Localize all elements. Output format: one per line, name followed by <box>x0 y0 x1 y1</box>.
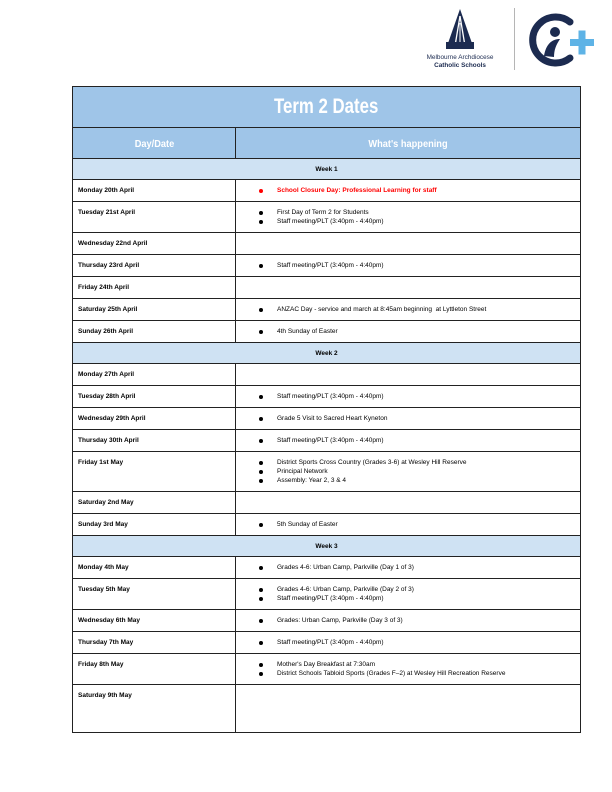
day-date: Wednesday 6th May <box>73 610 236 632</box>
event-list <box>236 208 576 226</box>
event-item: Principal Network <box>236 467 576 476</box>
day-events <box>236 321 581 343</box>
day-events <box>236 579 581 610</box>
event-item: District Sports Cross Country (Grades 3-6) at Wesley Hill Reserve <box>236 458 576 467</box>
day-date: Friday 24th April <box>73 277 236 299</box>
event-list <box>236 638 576 647</box>
event-item: Assembly: Year 2, 3 & 4 <box>236 476 576 485</box>
day-events <box>236 430 581 452</box>
day-events <box>236 408 581 430</box>
day-row <box>73 202 581 233</box>
day-row <box>73 364 581 386</box>
event-item: Grade 5 Visit to Sacred Heart Kyneton <box>236 414 576 423</box>
week-header-row <box>73 536 581 557</box>
day-row <box>73 685 581 733</box>
week-label: Week 1 <box>73 159 581 180</box>
event-list <box>236 563 576 572</box>
day-row <box>73 180 581 202</box>
week-label: Week 3 <box>73 536 581 557</box>
day-row <box>73 514 581 536</box>
day-row <box>73 557 581 579</box>
title-row <box>73 87 581 128</box>
day-date: Friday 8th May <box>73 654 236 685</box>
day-events <box>236 452 581 492</box>
event-item: ANZAC Day - service and march at 8:45am beginning at Lyttleton Street <box>236 305 576 314</box>
event-list <box>236 414 576 423</box>
event-item: First Day of Term 2 for Students <box>236 208 576 217</box>
day-date: Friday 1st May <box>73 452 236 492</box>
day-row <box>73 299 581 321</box>
day-row <box>73 321 581 343</box>
column-header-day-label: Day/Date <box>134 138 174 150</box>
day-date: Saturday 25th April <box>73 299 236 321</box>
event-item: Staff meeting/PLT (3:40pm - 4:40pm) <box>236 436 576 445</box>
day-events <box>236 277 581 299</box>
day-date: Monday 20th April <box>73 180 236 202</box>
day-events <box>236 610 581 632</box>
event-item: 5th Sunday of Easter <box>236 520 576 529</box>
event-list <box>236 660 576 678</box>
table-title-cell <box>73 87 581 128</box>
table-body <box>73 159 581 733</box>
event-list <box>236 305 576 314</box>
day-row <box>73 654 581 685</box>
event-list <box>236 458 576 485</box>
day-date: Monday 27th April <box>73 364 236 386</box>
day-date: Saturday 2nd May <box>73 492 236 514</box>
day-row <box>73 233 581 255</box>
event-item: Staff meeting/PLT (3:40pm - 4:40pm) <box>236 217 576 226</box>
day-events <box>236 364 581 386</box>
day-events <box>236 654 581 685</box>
column-header-event <box>236 128 581 159</box>
event-item: School Closure Day: Professional Learning for staff <box>236 186 576 195</box>
macs-logo-line1: Melbourne Archdiocese <box>426 54 494 61</box>
day-events <box>236 202 581 233</box>
day-row <box>73 386 581 408</box>
event-item: Staff meeting/PLT (3:40pm - 4:40pm) <box>236 594 576 603</box>
day-date: Sunday 26th April <box>73 321 236 343</box>
week-header-row <box>73 343 581 364</box>
event-list <box>236 261 576 270</box>
term-dates-table <box>72 86 581 733</box>
macs-emblem-icon <box>446 9 474 49</box>
day-events <box>236 255 581 277</box>
day-events <box>236 299 581 321</box>
event-item: Staff meeting/PLT (3:40pm - 4:40pm) <box>236 638 576 647</box>
event-list <box>236 436 576 445</box>
day-row <box>73 452 581 492</box>
day-row <box>73 277 581 299</box>
day-date: Tuesday 21st April <box>73 202 236 233</box>
event-item: Mother's Day Breakfast at 7:30am <box>236 660 576 669</box>
day-events <box>236 180 581 202</box>
event-list <box>236 520 576 529</box>
event-list <box>236 392 576 401</box>
day-events <box>236 685 581 733</box>
event-item: Grades: Urban Camp, Parkville (Day 3 of 3) <box>236 616 576 625</box>
day-row <box>73 492 581 514</box>
day-row <box>73 579 581 610</box>
logo-divider <box>514 8 515 70</box>
event-item: Grades 4-6: Urban Camp, Parkville (Day 2 of 3) <box>236 585 576 594</box>
day-row <box>73 408 581 430</box>
event-item: Staff meeting/PLT (3:40pm - 4:40pm) <box>236 261 576 270</box>
event-list <box>236 327 576 336</box>
day-date: Wednesday 29th April <box>73 408 236 430</box>
day-date: Monday 4th May <box>73 557 236 579</box>
week-label: Week 2 <box>73 343 581 364</box>
column-header-row <box>73 128 581 159</box>
day-row <box>73 632 581 654</box>
column-header-day <box>73 128 236 159</box>
day-events <box>236 514 581 536</box>
column-header-event-label: What's happening <box>368 138 448 150</box>
day-row <box>73 610 581 632</box>
event-list <box>236 616 576 625</box>
event-item: Grades 4-6: Urban Camp, Parkville (Day 1 of 3) <box>236 563 576 572</box>
school-crest-icon <box>526 12 598 68</box>
day-events <box>236 386 581 408</box>
day-date: Thursday 23rd April <box>73 255 236 277</box>
event-list <box>236 585 576 603</box>
day-date: Saturday 9th May <box>73 685 236 733</box>
day-row <box>73 255 581 277</box>
macs-logo-text <box>405 54 515 70</box>
day-events <box>236 492 581 514</box>
macs-logo-line2: Catholic Schools <box>434 62 486 69</box>
day-date: Wednesday 22nd April <box>73 233 236 255</box>
day-date: Tuesday 5th May <box>73 579 236 610</box>
day-events <box>236 557 581 579</box>
event-list <box>236 186 576 195</box>
table-title: Term 2 Dates <box>274 95 379 118</box>
day-date: Thursday 7th May <box>73 632 236 654</box>
day-row <box>73 430 581 452</box>
day-events <box>236 233 581 255</box>
day-date: Tuesday 28th April <box>73 386 236 408</box>
day-date: Sunday 3rd May <box>73 514 236 536</box>
event-item: Staff meeting/PLT (3:40pm - 4:40pm) <box>236 392 576 401</box>
day-date: Thursday 30th April <box>73 430 236 452</box>
event-item: District Schools Tabloid Sports (Grades F–2) at Wesley Hill Recreation Reserve <box>236 669 576 678</box>
day-events <box>236 632 581 654</box>
event-item: 4th Sunday of Easter <box>236 327 576 336</box>
week-header-row <box>73 159 581 180</box>
